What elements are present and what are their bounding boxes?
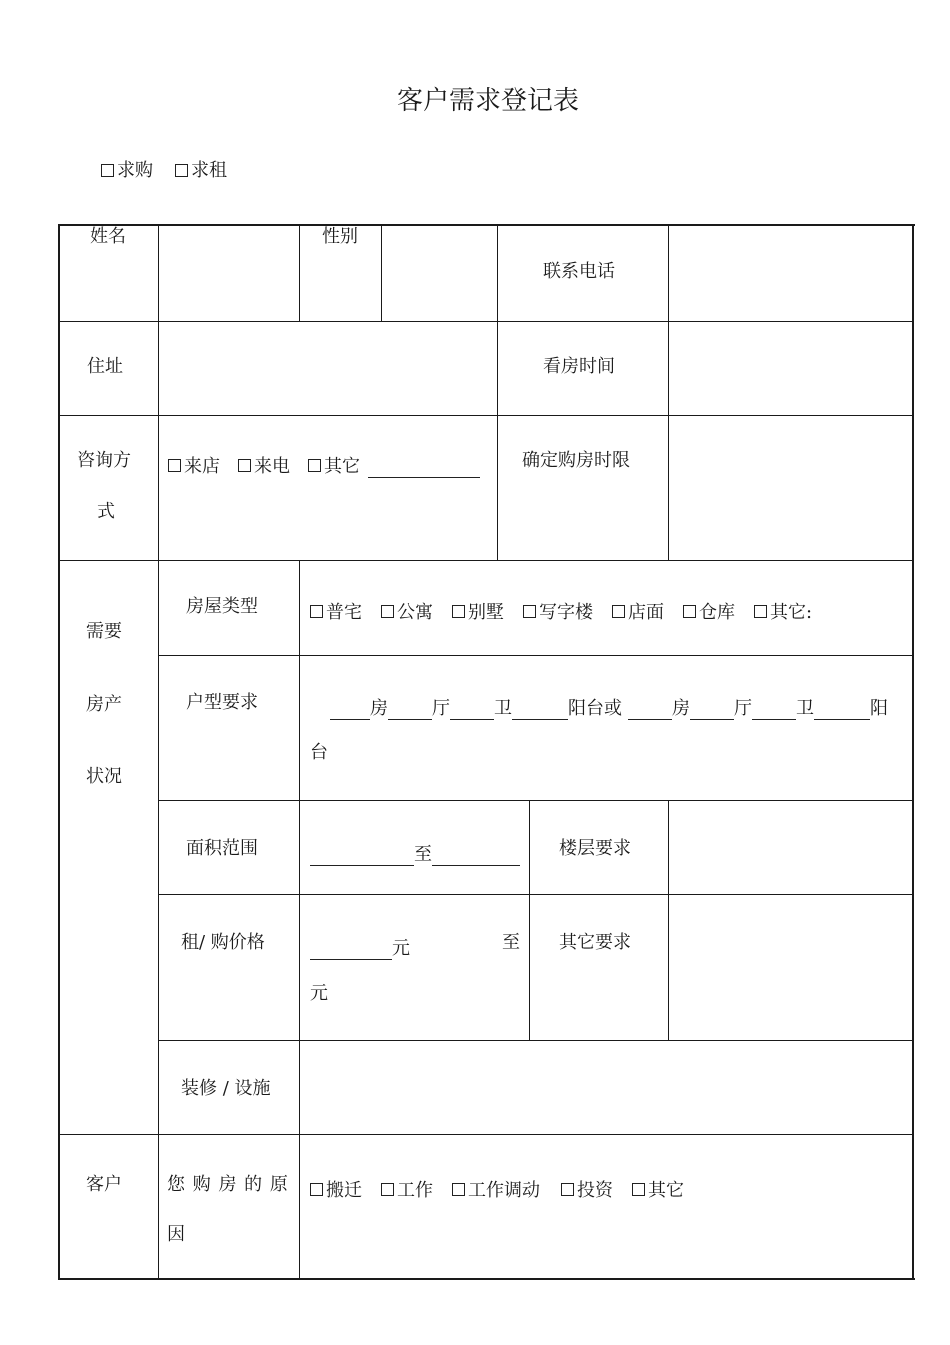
layout-req-line: 房 厅 卫 阳台或 房 厅 卫 阳: [330, 694, 888, 720]
gender-field[interactable]: [383, 226, 496, 320]
decoration-field[interactable]: [301, 1042, 911, 1133]
house-type-option[interactable]: 写字楼: [523, 598, 593, 624]
room-count-blank-alt[interactable]: [628, 702, 672, 720]
house-type-option[interactable]: 普宅: [310, 598, 362, 624]
checkbox-icon[interactable]: [683, 605, 696, 618]
reason-option-relocate[interactable]: 搬迁: [310, 1176, 362, 1202]
reason-options: [310, 1176, 684, 1202]
reason-option-other[interactable]: 其它: [632, 1176, 684, 1202]
purchase-deadline-label: 确定购房时限: [522, 450, 630, 471]
checkbox-icon[interactable]: [612, 605, 625, 618]
consult-method-label-cont: 式: [97, 501, 115, 522]
price-min-blank[interactable]: [310, 942, 392, 960]
balcony-count-blank[interactable]: [512, 702, 568, 720]
layout-req-line-end: 台: [310, 742, 328, 763]
viewing-time-label: 看房时间: [543, 356, 615, 377]
house-type-option[interactable]: 公寓: [381, 598, 433, 624]
purpose-option-buy[interactable]: 求购: [101, 162, 153, 180]
reason-option-invest[interactable]: 投资: [561, 1176, 613, 1202]
phone-label: 联系电话: [543, 261, 615, 282]
area-range-label: 面积范围: [186, 838, 258, 859]
consult-option-phone[interactable]: 来电: [238, 452, 290, 478]
other-req-label: 其它要求: [559, 932, 631, 953]
other-req-field[interactable]: [670, 896, 911, 1039]
house-type-label: 房屋类型: [186, 596, 258, 617]
checkbox-icon[interactable]: [308, 459, 321, 472]
checkbox-icon[interactable]: [452, 605, 465, 618]
checkbox-icon[interactable]: [310, 605, 323, 618]
house-type-options: [310, 598, 812, 624]
price-to-label: 至: [502, 932, 520, 953]
reason-option-work[interactable]: 工作: [381, 1176, 433, 1202]
purpose-option-rent[interactable]: 求租: [175, 162, 227, 180]
reason-option-transfer[interactable]: 工作调动: [452, 1176, 540, 1202]
balcony-count-blank-alt[interactable]: [814, 702, 870, 720]
house-type-option[interactable]: 其它:: [754, 598, 812, 624]
needs-label-1: 需要: [86, 621, 122, 642]
address-label: 住址: [87, 356, 123, 377]
price-label: 租/ 购价格: [181, 932, 265, 953]
price-line: 元: [310, 934, 410, 960]
checkbox-icon[interactable]: [381, 605, 394, 618]
price-unit-label: 元: [310, 983, 328, 1004]
area-range-line: 至: [310, 840, 520, 866]
area-min-blank[interactable]: [310, 848, 414, 866]
house-type-option[interactable]: 仓库: [683, 598, 735, 624]
reason-label-cont: 因: [167, 1224, 185, 1245]
checkbox-icon[interactable]: [175, 164, 188, 177]
decoration-label: 装修 / 设施: [181, 1078, 271, 1099]
floor-req-field[interactable]: [670, 802, 911, 893]
layout-req-label: 户型要求: [186, 692, 258, 713]
viewing-time-field[interactable]: [670, 323, 911, 414]
needs-label-2: 房产: [86, 694, 122, 715]
checkbox-icon[interactable]: [754, 605, 767, 618]
customer-label: 客户: [86, 1174, 122, 1195]
checkbox-icon[interactable]: [561, 1183, 574, 1196]
checkbox-icon[interactable]: [632, 1183, 645, 1196]
reason-label: 您 购 房 的 原: [167, 1174, 289, 1195]
hall-count-blank[interactable]: [388, 702, 432, 720]
checkbox-icon[interactable]: [238, 459, 251, 472]
checkbox-icon[interactable]: [381, 1183, 394, 1196]
consult-option-store[interactable]: 来店: [168, 452, 220, 478]
name-field[interactable]: [160, 226, 298, 320]
consult-option-other[interactable]: 其它: [308, 452, 360, 478]
checkbox-icon[interactable]: [310, 1183, 323, 1196]
page-title: 客户需求登记表: [396, 86, 579, 116]
checkbox-icon[interactable]: [523, 605, 536, 618]
needs-label-3: 状况: [86, 766, 122, 787]
floor-req-label: 楼层要求: [559, 838, 631, 859]
bath-count-blank[interactable]: [450, 702, 494, 720]
gender-label: 性别: [322, 226, 358, 247]
hall-count-blank-alt[interactable]: [690, 702, 734, 720]
address-field[interactable]: [160, 323, 496, 414]
consult-options: [168, 452, 480, 478]
name-label: 姓名: [90, 226, 126, 247]
checkbox-icon[interactable]: [452, 1183, 465, 1196]
checkbox-icon[interactable]: [168, 459, 181, 472]
house-type-option[interactable]: 店面: [612, 598, 664, 624]
phone-field[interactable]: [670, 226, 911, 320]
bath-count-blank-alt[interactable]: [752, 702, 796, 720]
area-max-blank[interactable]: [432, 848, 520, 866]
house-type-option[interactable]: 别墅: [452, 598, 504, 624]
checkbox-icon[interactable]: [101, 164, 114, 177]
consult-other-blank[interactable]: [368, 460, 480, 478]
room-count-blank[interactable]: [330, 702, 370, 720]
consult-method-label: 咨询方: [77, 450, 131, 471]
purchase-deadline-field[interactable]: [670, 417, 911, 559]
